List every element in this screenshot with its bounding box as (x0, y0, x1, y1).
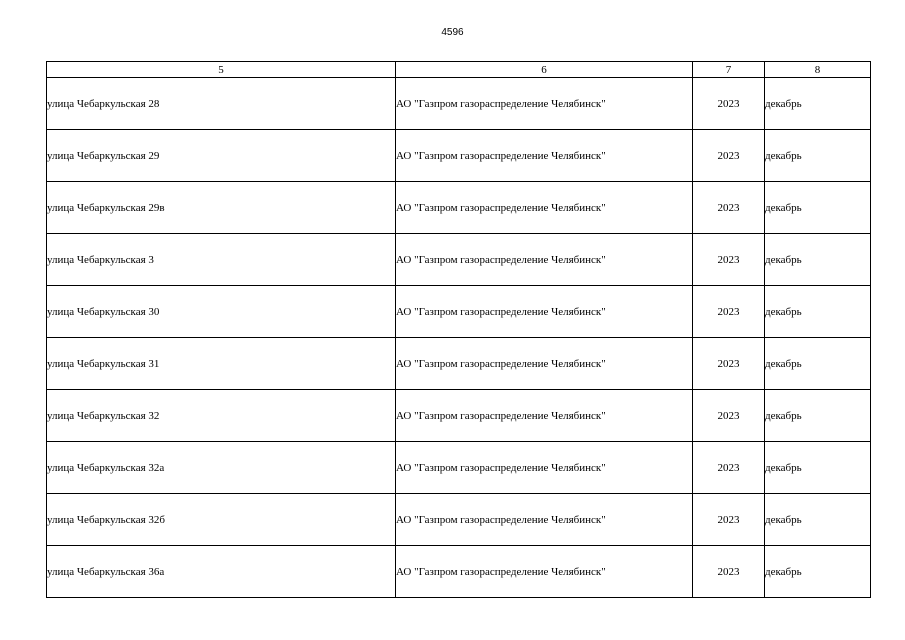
cell-address: улица Чебаркульская 28 (47, 78, 396, 130)
cell-address: улица Чебаркульская 32б (47, 494, 396, 546)
table-row (47, 286, 871, 338)
table-header (47, 62, 871, 78)
table-row (47, 182, 871, 234)
cell-organization: АО "Газпром газораспределение Челябинск" (396, 78, 693, 130)
cell-month: декабрь (765, 338, 871, 390)
table-row (47, 78, 871, 130)
cell-address: улица Чебаркульская 29в (47, 182, 396, 234)
header-row (47, 62, 871, 78)
cell-address: улица Чебаркульская 31 (47, 338, 396, 390)
table-row (47, 494, 871, 546)
table-row (47, 234, 871, 286)
table-row (47, 338, 871, 390)
cell-year: 2023 (693, 78, 765, 130)
cell-organization: АО "Газпром газораспределение Челябинск" (396, 182, 693, 234)
cell-organization: АО "Газпром газораспределение Челябинск" (396, 338, 693, 390)
registry-table (46, 61, 871, 598)
cell-address: улица Чебаркульская 36а (47, 546, 396, 598)
cell-year: 2023 (693, 286, 765, 338)
cell-year: 2023 (693, 390, 765, 442)
cell-address: улица Чебаркульская 30 (47, 286, 396, 338)
page-number: 4596 (441, 27, 464, 38)
column-header-5: 5 (47, 62, 396, 78)
cell-address: улица Чебаркульская 29 (47, 130, 396, 182)
cell-year: 2023 (693, 130, 765, 182)
cell-year: 2023 (693, 494, 765, 546)
cell-organization: АО "Газпром газораспределение Челябинск" (396, 130, 693, 182)
cell-month: декабрь (765, 78, 871, 130)
cell-month: декабрь (765, 390, 871, 442)
cell-month: декабрь (765, 182, 871, 234)
table-body (47, 78, 871, 598)
table-row (47, 130, 871, 182)
table-row (47, 546, 871, 598)
cell-organization: АО "Газпром газораспределение Челябинск" (396, 234, 693, 286)
cell-month: декабрь (765, 494, 871, 546)
cell-year: 2023 (693, 338, 765, 390)
cell-organization: АО "Газпром газораспределение Челябинск" (396, 442, 693, 494)
cell-month: декабрь (765, 130, 871, 182)
cell-organization: АО "Газпром газораспределение Челябинск" (396, 546, 693, 598)
cell-year: 2023 (693, 234, 765, 286)
cell-month: декабрь (765, 234, 871, 286)
cell-organization: АО "Газпром газораспределение Челябинск" (396, 390, 693, 442)
cell-year: 2023 (693, 546, 765, 598)
cell-organization: АО "Газпром газораспределение Челябинск" (396, 286, 693, 338)
cell-year: 2023 (693, 182, 765, 234)
cell-organization: АО "Газпром газораспределение Челябинск" (396, 494, 693, 546)
cell-month: декабрь (765, 286, 871, 338)
column-header-6: 6 (396, 62, 693, 78)
cell-address: улица Чебаркульская 32а (47, 442, 396, 494)
cell-month: декабрь (765, 442, 871, 494)
table-row (47, 390, 871, 442)
column-header-7: 7 (693, 62, 765, 78)
cell-month: декабрь (765, 546, 871, 598)
column-header-8: 8 (765, 62, 871, 78)
table-row (47, 442, 871, 494)
cell-year: 2023 (693, 442, 765, 494)
cell-address: улица Чебаркульская 3 (47, 234, 396, 286)
cell-address: улица Чебаркульская 32 (47, 390, 396, 442)
